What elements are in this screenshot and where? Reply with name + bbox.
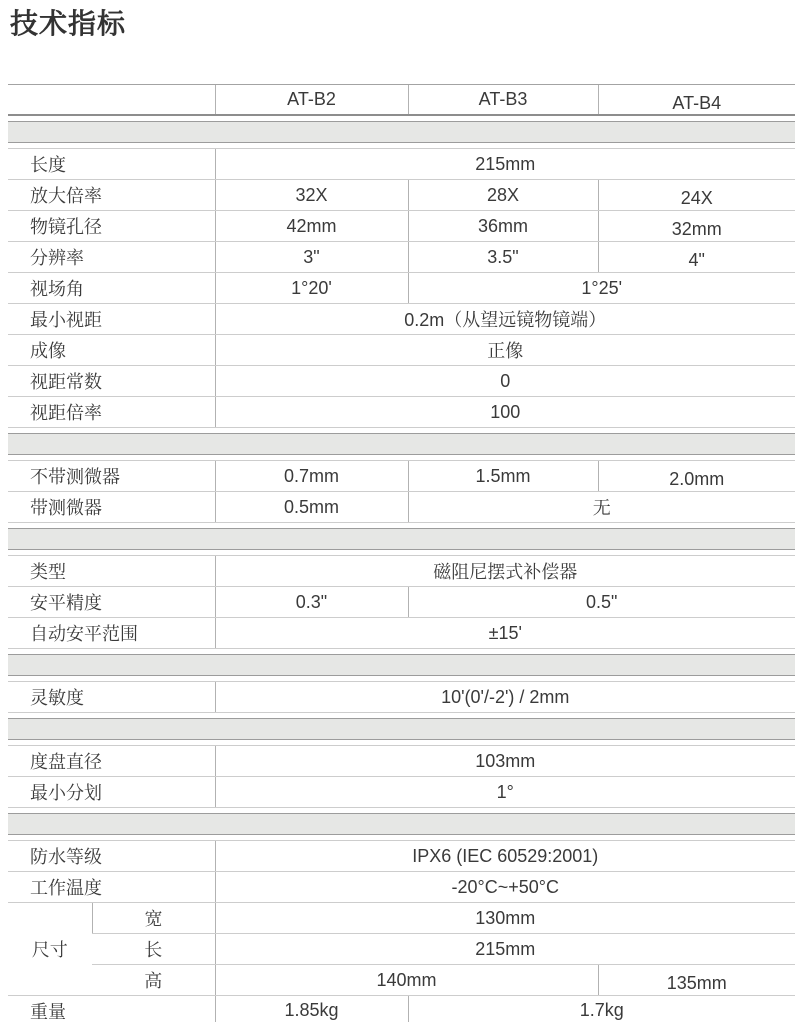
spec-label: 安平精度 (8, 587, 215, 618)
spec-label: 不带测微器 (8, 461, 215, 492)
spec-value-b4: 135mm (598, 965, 795, 996)
spec-row-temperature (8, 872, 795, 903)
spec-value-b3b4: 无 (408, 492, 795, 523)
section-separator (8, 713, 795, 746)
header-model-at-b4: AT-B4 (598, 85, 795, 116)
spec-row-image (8, 335, 795, 366)
spec-table (8, 84, 795, 1022)
spec-value-b4: 24X (598, 180, 795, 211)
spec-row-sensitivity (8, 682, 795, 713)
spec-value-b2: 0.5mm (215, 492, 408, 523)
spec-label: 类型 (8, 556, 215, 587)
spec-value: 正像 (215, 335, 795, 366)
spec-label-dimensions: 尺寸 (8, 903, 92, 996)
spec-row-resolution (8, 242, 795, 273)
spec-label: 物镜孔径 (8, 211, 215, 242)
spec-row-dimensions-height (8, 965, 795, 996)
spec-sublabel-width: 宽 (92, 903, 215, 934)
spec-label: 工作温度 (8, 872, 215, 903)
spec-row-field-of-view (8, 273, 795, 304)
spec-value-b3: 36mm (408, 211, 598, 242)
spec-sublabel-length: 长 (92, 934, 215, 965)
spec-value: 0 (215, 366, 795, 397)
spec-value: 215mm (215, 149, 795, 180)
spec-label: 视场角 (8, 273, 215, 304)
spec-label: 自动安平范围 (8, 618, 215, 649)
spec-value-b4: 32mm (598, 211, 795, 242)
spec-value: ±15' (215, 618, 795, 649)
spec-value-b2: 1.85kg (215, 996, 408, 1022)
spec-row-stadia-ratio (8, 397, 795, 428)
spec-row-magnification (8, 180, 795, 211)
section-band (8, 718, 795, 740)
spec-value-b2: 32X (215, 180, 408, 211)
spec-value-b2: 0.7mm (215, 461, 408, 492)
spec-value-b2b3: 140mm (215, 965, 598, 996)
spec-value-b2: 3" (215, 242, 408, 273)
spec-row-dimensions-width (8, 903, 795, 934)
spec-row-length (8, 149, 795, 180)
spec-row-compensator-type (8, 556, 795, 587)
spec-value-b4: 4" (598, 242, 795, 273)
spec-label: 防水等级 (8, 841, 215, 872)
spec-value: IPX6 (IEC 60529:2001) (215, 841, 795, 872)
spec-label: 最小视距 (8, 304, 215, 335)
section-separator (8, 523, 795, 556)
spec-label: 度盘直径 (8, 746, 215, 777)
spec-value-b3b4: 1°25' (408, 273, 795, 304)
table-header-row (8, 85, 795, 116)
header-blank-cell (8, 85, 215, 116)
spec-value: 215mm (215, 934, 795, 965)
section-band (8, 528, 795, 550)
spec-value-b2: 1°20' (215, 273, 408, 304)
spec-value: 130mm (215, 903, 795, 934)
spec-value: 1° (215, 777, 795, 808)
spec-row-dimensions-length (8, 934, 795, 965)
spec-value-b2: 42mm (215, 211, 408, 242)
spec-row-waterproof (8, 841, 795, 872)
spec-value: 0.2m（从望远镜物镜端） (215, 304, 795, 335)
spec-value-b2: 0.3" (215, 587, 408, 618)
spec-row-setting-accuracy (8, 587, 795, 618)
spec-value-b3: 1.5mm (408, 461, 598, 492)
section-separator (8, 808, 795, 841)
spec-label: 长度 (8, 149, 215, 180)
spec-value-b4: 2.0mm (598, 461, 795, 492)
spec-row-min-division (8, 777, 795, 808)
section-separator (8, 428, 795, 461)
spec-value: 10'(0'/-2') / 2mm (215, 682, 795, 713)
spec-label: 带测微器 (8, 492, 215, 523)
spec-label: 视距常数 (8, 366, 215, 397)
spec-label: 最小分划 (8, 777, 215, 808)
header-model-at-b2: AT-B2 (215, 85, 408, 116)
section-band (8, 433, 795, 455)
spec-label: 分辨率 (8, 242, 215, 273)
spec-row-min-focus (8, 304, 795, 335)
spec-row-stadia-constant (8, 366, 795, 397)
spec-row-aperture (8, 211, 795, 242)
spec-row-with-micrometer (8, 492, 795, 523)
spec-value-b3: 3.5" (408, 242, 598, 273)
spec-row-circle-diameter (8, 746, 795, 777)
section-band (8, 813, 795, 835)
spec-value-b3b4: 1.7kg (408, 996, 795, 1022)
spec-value: 103mm (215, 746, 795, 777)
page-title: 技术指标 (10, 8, 127, 39)
spec-value: 100 (215, 397, 795, 428)
spec-value: 磁阻尼摆式补偿器 (215, 556, 795, 587)
spec-row-without-micrometer (8, 461, 795, 492)
spec-row-weight (8, 996, 795, 1022)
spec-label: 重量 (8, 996, 215, 1022)
section-band (8, 121, 795, 143)
spec-label: 灵敏度 (8, 682, 215, 713)
spec-value: -20°C~+50°C (215, 872, 795, 903)
section-band (8, 654, 795, 676)
spec-value-b3: 28X (408, 180, 598, 211)
spec-sublabel-height: 高 (92, 965, 215, 996)
header-model-at-b3: AT-B3 (408, 85, 598, 116)
spec-label: 放大倍率 (8, 180, 215, 211)
spec-label: 成像 (8, 335, 215, 366)
section-separator (8, 649, 795, 682)
spec-label: 视距倍率 (8, 397, 215, 428)
spec-value-b3b4: 0.5" (408, 587, 795, 618)
section-separator (8, 115, 795, 149)
spec-row-compensation-range (8, 618, 795, 649)
